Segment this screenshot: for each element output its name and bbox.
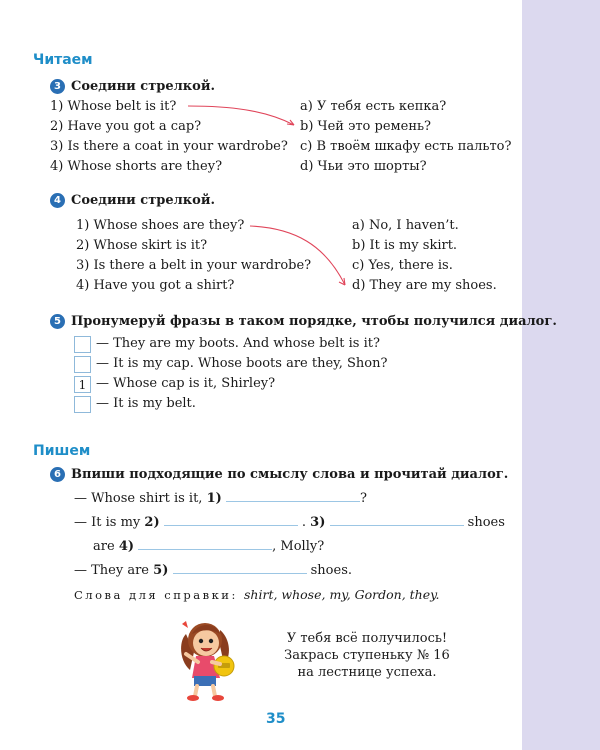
task4-instruction: Соедини стрелкой. [71,193,216,208]
fill-line-2-end: shoes [467,515,505,530]
task4-left-2: 2) Whose skirt is it? [76,238,208,253]
task5-heading [50,314,557,329]
fill-line-2 [74,513,505,530]
reference-label: Слова для справки: [74,588,238,602]
order-box-3[interactable]: 1 [74,376,91,393]
task3-number-badge: 3 [50,79,65,94]
fill-line-3 [93,537,324,554]
task3-right-a: a) У тебя есть кепка? [300,99,447,114]
reference-words-list: shirt, whose, my, Gordon, they. [244,587,440,602]
blank-4-number: 4) [118,539,135,554]
praise-line-3: на лестнице успеха. [297,665,437,680]
dialogue-line-1: — They are my boots. And whose belt is it? [96,336,380,351]
task3-left-3: 3) Is there a coat in your wardrobe? [50,139,288,154]
page-number: 35 [266,711,286,727]
task4-right-a: a) No, I haven’t. [352,218,459,233]
section-title-writing: Пишем [33,443,91,459]
blank-2-number: 2) [144,515,160,530]
task4-right-c: c) Yes, there is. [352,258,453,273]
blank-3-number: 3) [310,515,326,530]
blank-1[interactable] [226,489,360,502]
order-box-1[interactable] [74,336,91,353]
blank-1-number: 1) [206,491,222,506]
blank-4[interactable] [138,537,272,550]
girl-illustration [168,612,250,704]
order-box-2[interactable] [74,356,91,373]
task4-left-3: 3) Is there a belt in your wardrobe? [76,258,312,273]
task4-right-b: b) It is my skirt. [352,238,458,253]
task3-left-1: 1) Whose belt is it? [50,99,177,114]
section-title-reading: Читаем [33,52,93,68]
task3-right-c: c) В твоём шкафу есть пальто? [300,139,512,154]
blank-5[interactable] [173,561,307,574]
task6-instruction: Впиши подходящие по смыслу слова и прочитай диалог. [71,467,509,482]
fill-line-1 [74,489,367,506]
dialogue-line-4: — It is my belt. [96,396,196,411]
task6-heading [50,467,508,482]
blank-2[interactable] [164,513,298,526]
fill-line-2-dot: . [301,515,307,530]
dialogue-line-3: — Whose cap is it, Shirley? [96,376,276,391]
fill-line-4 [74,561,352,578]
task4-right-d: d) They are my shoes. [352,278,497,293]
blank-5-number: 5) [153,563,169,578]
task3-instruction: Соедини стрелкой. [71,79,216,94]
praise-line-1: У тебя всё получилось! [286,631,448,646]
task4-left-4: 4) Have you got a shirt? [76,278,235,293]
dialogue-line-2: — It is my cap. Whose boots are they, Shon? [96,356,388,371]
order-box-4[interactable] [74,396,91,413]
task4-number-badge: 4 [50,193,65,208]
reference-words [74,587,440,602]
praise-message [262,630,472,681]
task5-instruction: Пронумеруй фразы в таком порядке, чтобы получился диалог. [71,314,557,329]
task3-right-b: b) Чей это ремень? [300,119,432,134]
fill-line-3-text: are [93,539,115,554]
fill-line-4-text: — They are [74,563,150,578]
blank-3[interactable] [330,513,464,526]
fill-line-4-end: shoes. [310,563,353,578]
task3-left-4: 4) Whose shorts are they? [50,159,223,174]
task3-right-d: d) Чьи это шорты? [300,159,427,174]
task3-left-2: 2) Have you got a cap? [50,119,202,134]
fill-line-1-text: — Whose shirt is it, [74,491,203,506]
praise-line-2: Закрась ступеньку № 16 [284,648,450,663]
task6-number-badge: 6 [50,467,65,482]
fill-line-3-end: , Molly? [272,539,325,554]
task5-number-badge: 5 [50,314,65,329]
fill-line-2-text: — It is my [74,515,141,530]
fill-line-1-end: ? [359,491,367,506]
task4-left-1: 1) Whose shoes are they? [76,218,245,233]
